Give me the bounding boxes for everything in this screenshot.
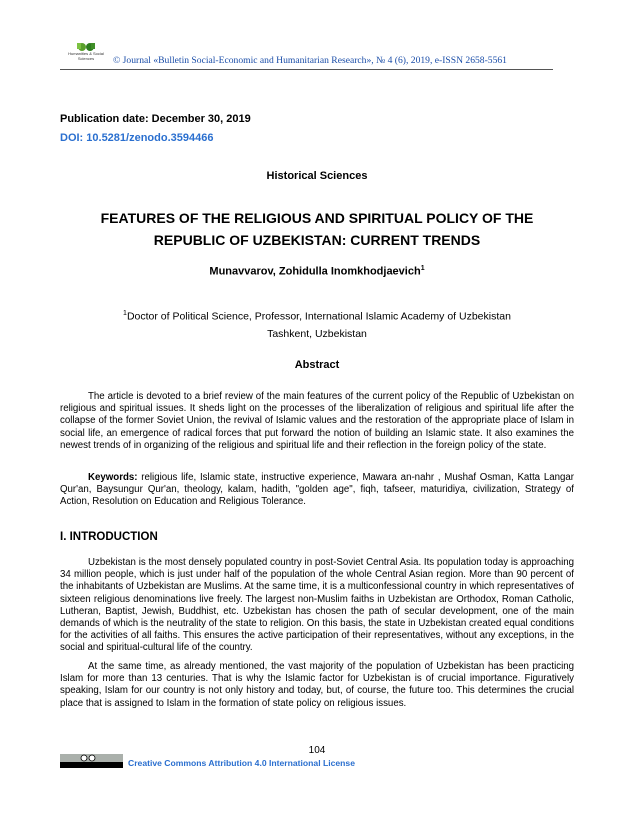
journal-header: © Journal «Bulletin Social-Economic and Humanitarian Research», № 4 (6), 2019, e-ISSN 2658-5561 <box>113 55 507 66</box>
introduction-paragraph-1: Uzbekistan is the most densely populated country in post-Soviet Central Asia. Its population today is approaching 34 million people, which is just under half of the population of the whole Central Asian region. More than 90 percent of the inhabitants of Uzbekistan are Muslims. At the same time, it is a multiconfessional country in which representatives of sixteen religious denominations live freely. The largest non-Muslim faiths in Uzbekistan are Orthodox, Roman Catholic, Lutheran, Baptist, Jewish, Buddhist, etc. Uzbekistan has chosen the path of secular development, one of the main demands of which is the neutrality of the state to religion. On this basis, the state in Uzbekistan created equal conditions for the activities of all faiths. This ensures the active participation of their representatives, without any exceptions, in the social and spiritual-cultural life of the country. <box>60 557 574 654</box>
affiliation-line-2: Tashkent, Uzbekistan <box>267 327 367 340</box>
doi-link[interactable]: DOI: 10.5281/zenodo.3594466 <box>60 132 214 144</box>
author-name: Munavvarov, Zohidulla Inomkhodjaevich <box>209 265 421 278</box>
keywords-label: Keywords: <box>88 472 138 483</box>
license-link[interactable]: Creative Commons Attribution 4.0 International License <box>128 758 355 768</box>
abstract-heading: Abstract <box>294 359 340 371</box>
author <box>60 265 574 278</box>
paper-title <box>60 207 574 251</box>
affiliation-line-1: Doctor of Political Science, Professor, International Islamic Academy of Uzbekistan <box>126 310 511 323</box>
header-divider <box>60 69 553 70</box>
keywords <box>60 472 574 509</box>
cc-badge-strip <box>60 762 123 768</box>
publication-date: Publication date: December 30, 2019 <box>60 113 251 125</box>
introduction-paragraph-2: At the same time, as already mentioned, the vast majority of the population of Uzbekistan has been practicing Islam for more than 13 centuries. That is why the Islamic factor for Uzbekistan is of crucial importance. Figuratively speaking, Islam for our country is not only history and today, but, of course, the future too. This determines the crucial place that is assigned to Islam in the formation of state policy on religious issues. <box>60 661 574 709</box>
abstract-text: The article is devoted to a brief review of the main features of the current policy of the Republic of Uzbekistan on religious and spiritual issues. It sheds light on the processes of the liberalization of religious and spiritual life after the collapse of the former Soviet Union, the revival of Islamic values and the restoration of the appropriate place of Islam in social life, an emergence of radical forces that put forward the notion of building an Islamic state. It also examines the newest trends of in organizing of the religious and spiritual life and their reflection in the foreign policy of the state. <box>60 391 574 451</box>
title-line-2: REPUBLIC OF UZBEKISTAN: CURRENT TRENDS <box>153 232 481 248</box>
keywords-text: religious life, Islamic state, instructive experience, Mawara an-nahr , Mushaf Osman, Katta Langar Qur'an, Baysungur Qur'an, theology, kalam, hadith, "golden age", fiqh, tafseer, maturidiya, civilization, Strategy of Action, Resolution on Education and Religious Tolerance. <box>60 472 574 508</box>
introduction-heading: I. INTRODUCTION <box>60 531 158 543</box>
section-label: Historical Sciences <box>266 170 368 182</box>
affiliation <box>60 305 574 343</box>
page-number: 104 <box>308 745 326 756</box>
cc-icon <box>60 754 123 762</box>
title-line-1: FEATURES OF THE RELIGIOUS AND SPIRITUAL POLICY OF THE <box>100 210 534 226</box>
author-sup: 1 <box>420 265 425 272</box>
logo-caption: Humanities & Social Sciences <box>68 51 104 61</box>
affiliation-sup: 1 <box>123 310 127 317</box>
